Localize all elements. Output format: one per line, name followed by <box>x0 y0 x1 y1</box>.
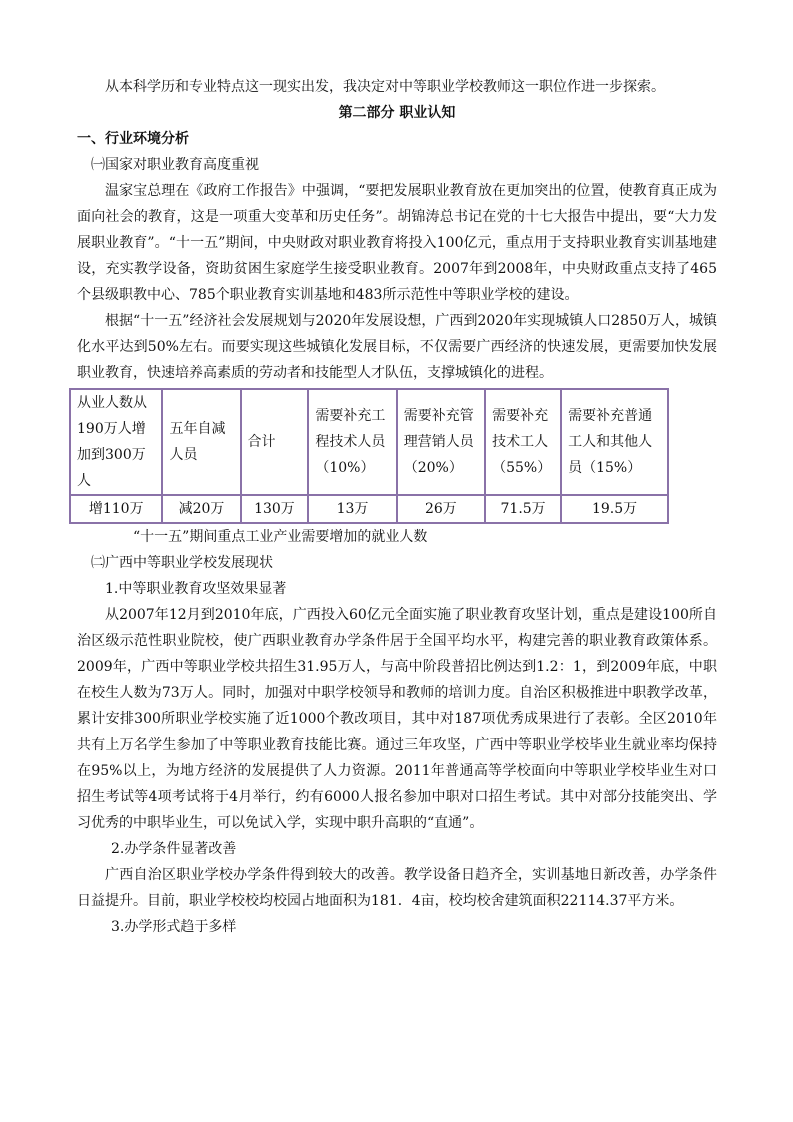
table-header-cell: 合计 <box>241 389 309 495</box>
subsection-title-guangxi: ㈡广西中等职业学校发展现状 <box>91 555 273 571</box>
paragraph-policy: 温家宝总理在《政府工作报告》中强调，“要把发展职业教育放在更加突出的位置，使教育真正成为面向社会的教育，这是一项重大变革和历史任务”。胡锦涛总书记在党的十七大报告中提出，要“大力发展职业教育”。“十一五”期间，中央财政对职业教育将投入100亿元，重点用于支持职业教育实训基地建设，充实教学设备，资助贫困生家庭学生接受职业教育。2007年到2008年，中央财政重点支持了465个县级职教中心、785个职业教育实训基地和483所示范性中等职业学校的建设。 <box>77 183 717 303</box>
table-cell: 减20万 <box>162 495 240 523</box>
subsection-title-national: ㈠国家对职业教育高度重视 <box>91 157 259 173</box>
document-page <box>77 74 717 940</box>
table-header-row <box>70 389 668 495</box>
table-cell: 130万 <box>241 495 309 523</box>
employment-table <box>69 388 669 524</box>
part-title: 第二部分 职业认知 <box>338 105 456 121</box>
table-header-cell: 从业人数从190万人增加到300万人 <box>70 389 162 495</box>
item-title-conditions: 2.办学条件显著改善 <box>111 841 237 857</box>
paragraph-achievement: 从2007年12月到2010年底，广西投入60亿元全面实施了职业教育攻坚计划，重点是建设100所自治区级示范性职业院校，使广西职业教育办学条件居于全国平均水平，构建完善的职业教育政策体系。2009年，广西中等职业学校共招生31.95万人，与高中阶段普招比例达到1.2：1，到2009年底，中职在校生人数为73万人。同时，加强对中职学校领导和教师的培训力度。自治区积极推进中职教学改革，累计安排300所职业学校实施了近1000个教改项目，其中对187项优秀成果进行了表彰。全区2010年共有上万名学生参加了中等职业教育技能比赛。通过三年攻坚，广西中等职业学校毕业生就业率均保持在95%以上，为地方经济的发展提供了人力资源。2011年普通高等学校面向中等职业学校毕业生对口招生考试等4项考试将于4月举行，约有6000人报名参加中职对口招生考试。其中对部分技能突出、学习优秀的中职毕业生，可以免试入学，实现中职升高职的“直通”。 <box>77 607 717 831</box>
item-title-forms: 3.办学形式趋于多样 <box>111 919 237 935</box>
intro-line: 从本科学历和专业特点这一现实出发，我决定对中等职业学校教师这一职位作进一步探索。 <box>105 79 665 95</box>
table-caption: “十一五”期间重点工业产业需要增加的就业人数 <box>133 529 428 545</box>
table-cell: 19.5万 <box>561 495 668 523</box>
table-cell: 26万 <box>397 495 485 523</box>
table-cell: 71.5万 <box>485 495 561 523</box>
table-cell: 增110万 <box>70 495 162 523</box>
table-row <box>70 495 668 523</box>
table-header-cell: 需要补充管理营销人员（20%） <box>397 389 485 495</box>
item-title-achievement: 1.中等职业教育攻坚效果显著 <box>105 581 287 597</box>
table-cell: 13万 <box>308 495 396 523</box>
section-title-industry: 一、行业环境分析 <box>77 131 189 147</box>
paragraph-conditions: 广西自治区职业学校办学条件得到较大的改善。教学设备日趋齐全，实训基地日新改善，办学条件日益提升。目前，职业学校校均校园占地面积为181．4亩，校均校舍建筑面积22114.37平方米。 <box>77 867 717 909</box>
paragraph-urbanization: 根据“十一五”经济社会发展规划与2020年发展设想，广西到2020年实现城镇人口2850万人，城镇化水平达到50%左右。而要实现这些城镇化发展目标，不仅需要广西经济的快速发展，更需要加快发展职业教育，快速培养高素质的劳动者和技能型人才队伍，支撑城镇化的进程。 <box>77 313 717 381</box>
table-header-cell: 五年自减人员 <box>162 389 240 495</box>
table-header-cell: 需要补充技术工人（55%） <box>485 389 561 495</box>
table-header-cell: 需要补充普通工人和其他人员（15%） <box>561 389 668 495</box>
table-header-cell: 需要补充工程技术人员（10%） <box>308 389 396 495</box>
